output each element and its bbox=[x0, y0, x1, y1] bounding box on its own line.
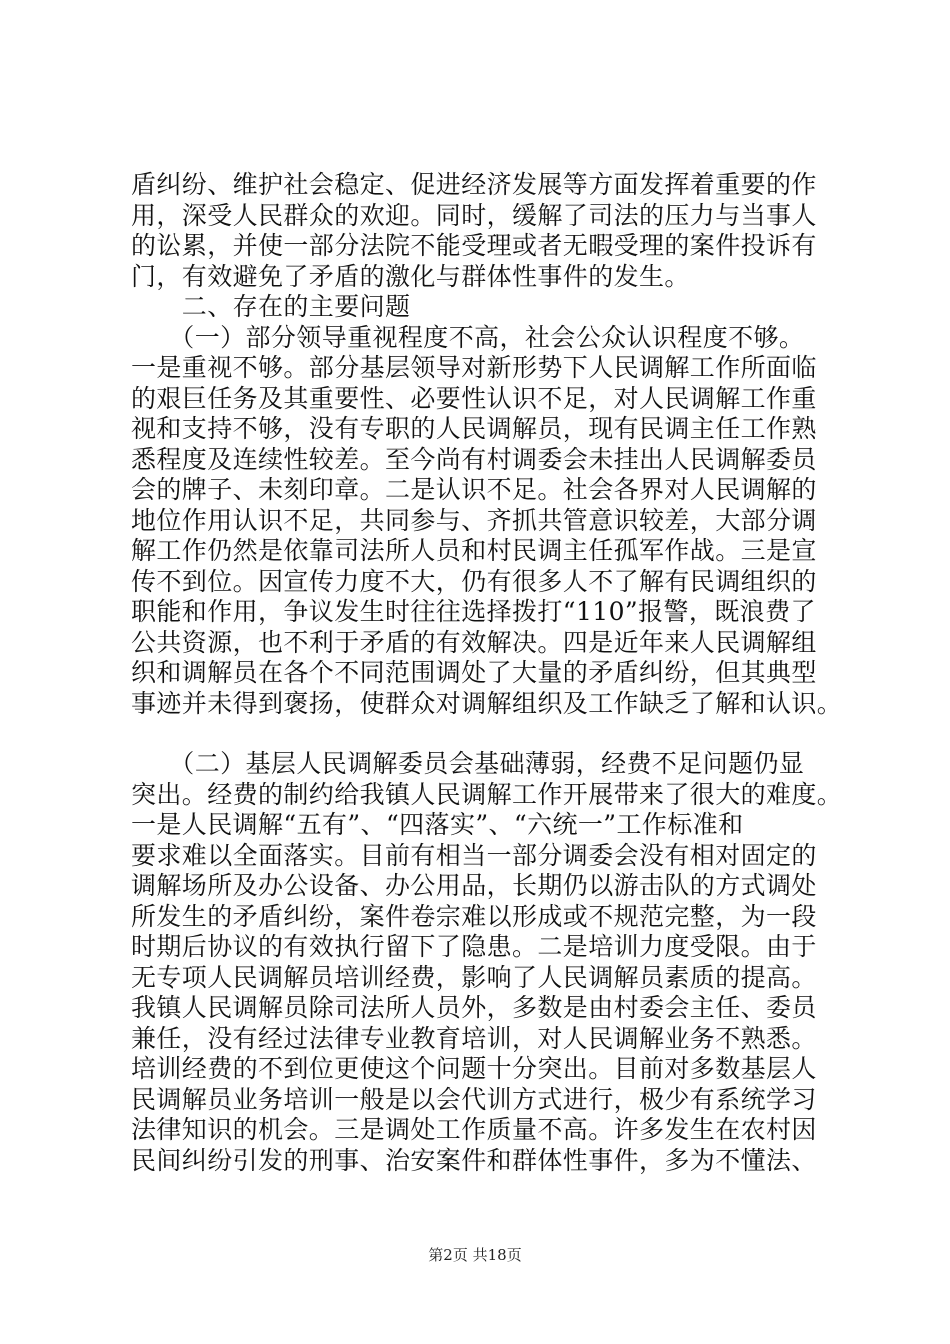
text-line: 要求难以全面落实。目前有相当一部分调委会没有相对固定的 bbox=[131, 840, 817, 870]
text-line: 我镇人民调解员除司法所人员外，多数是由村委会主任、委员 bbox=[131, 993, 817, 1022]
text-line: 事迹并未得到褒扬，使群众对调解组织及工作缺乏了解和认识。 bbox=[131, 688, 843, 718]
text-line: 视和支持不够，没有专职的人民调解员，现有民调主任工作熟 bbox=[131, 414, 817, 443]
page-footer bbox=[0, 1244, 950, 1265]
section-heading: 二、存在的主要问题 bbox=[131, 292, 411, 321]
text-line: 无专项人民调解员培训经费，影响了人民调解员素质的提高。 bbox=[131, 962, 817, 992]
text-line: 法律知识的机会。三是调处工作质量不高。许多发生在农村因 bbox=[131, 1115, 817, 1144]
text-line: （一）部分领导重视程度不高，社会公众认识程度不够。 bbox=[131, 322, 805, 352]
text-line: 解工作仍然是依靠司法所人员和村民调主任孤军作战。三是宣 bbox=[131, 536, 817, 565]
page-number: 第2页 共18页 bbox=[428, 1246, 522, 1264]
text-line: 民间纠纷引发的刑事、治安案件和群体性事件，多为不懂法、 bbox=[131, 1145, 817, 1175]
text-line: 时期后协议的有效执行留下了隐患。二是培训力度受限。由于 bbox=[131, 932, 817, 961]
text-line: 悉程度及连续性较差。至今尚有村调委会未挂出人民调解委员 bbox=[131, 444, 817, 474]
text-line: 兼任，没有经过法律专业教育培训，对人民调解业务不熟悉。 bbox=[131, 1023, 817, 1053]
text-line: 的艰巨任务及其重要性、必要性认识不足，对人民调解工作重 bbox=[131, 383, 817, 413]
text-line: 公共资源，也不利于矛盾的有效解决。四是近年来人民调解组 bbox=[131, 627, 817, 657]
text-line: 调解场所及办公设备、办公用品，长期仍以游击队的方式调处 bbox=[131, 871, 817, 900]
text-line: 一是重视不够。部分基层领导对新形势下人民调解工作所面临 bbox=[131, 353, 817, 382]
text-line: 民调解员业务培训一般是以会代训方式进行，极少有系统学习 bbox=[131, 1084, 817, 1114]
text-line: 突出。经费的制约给我镇人民调解工作开展带来了很大的难度。 bbox=[131, 779, 843, 809]
body-text bbox=[131, 170, 843, 1176]
text-line: （二）基层人民调解委员会基础薄弱，经费不足问题仍显 bbox=[131, 749, 805, 778]
text-line: 织和调解员在各个不同范围调处了大量的矛盾纠纷，但其典型 bbox=[131, 658, 817, 687]
text-line: 一是人民调解“五有”、“四落实”、“六统一”工作标准和 bbox=[131, 810, 744, 839]
text-line: 盾纠纷、维护社会稳定、促进经济发展等方面发挥着重要的作 bbox=[131, 170, 817, 199]
text-line: 培训经费的不到位更使这个问题十分突出。目前对多数基层人 bbox=[131, 1054, 817, 1083]
text-line: 地位作用认识不足，共同参与、齐抓共管意识较差，大部分调 bbox=[131, 505, 817, 535]
text-line: 的讼累，并使一部分法院不能受理或者无暇受理的案件投诉有 bbox=[131, 231, 817, 260]
text-line: 所发生的矛盾纠纷，案件卷宗难以形成或不规范完整，为一段 bbox=[131, 901, 817, 931]
paragraph-gap bbox=[131, 719, 831, 749]
text-line: 门，有效避免了矛盾的激化与群体性事件的发生。 bbox=[131, 261, 690, 291]
text-line: 会的牌子、未刻印章。二是认识不足。社会各界对人民调解的 bbox=[131, 475, 817, 504]
text-line: 用，深受人民群众的欢迎。同时，缓解了司法的压力与当事人 bbox=[131, 200, 817, 230]
text-line: 职能和作用，争议发生时往往选择拨打“110”报警，既浪费了 bbox=[131, 597, 816, 626]
text-line: 传不到位。因宣传力度不大，仍有很多人不了解有民调组织的 bbox=[131, 566, 817, 596]
